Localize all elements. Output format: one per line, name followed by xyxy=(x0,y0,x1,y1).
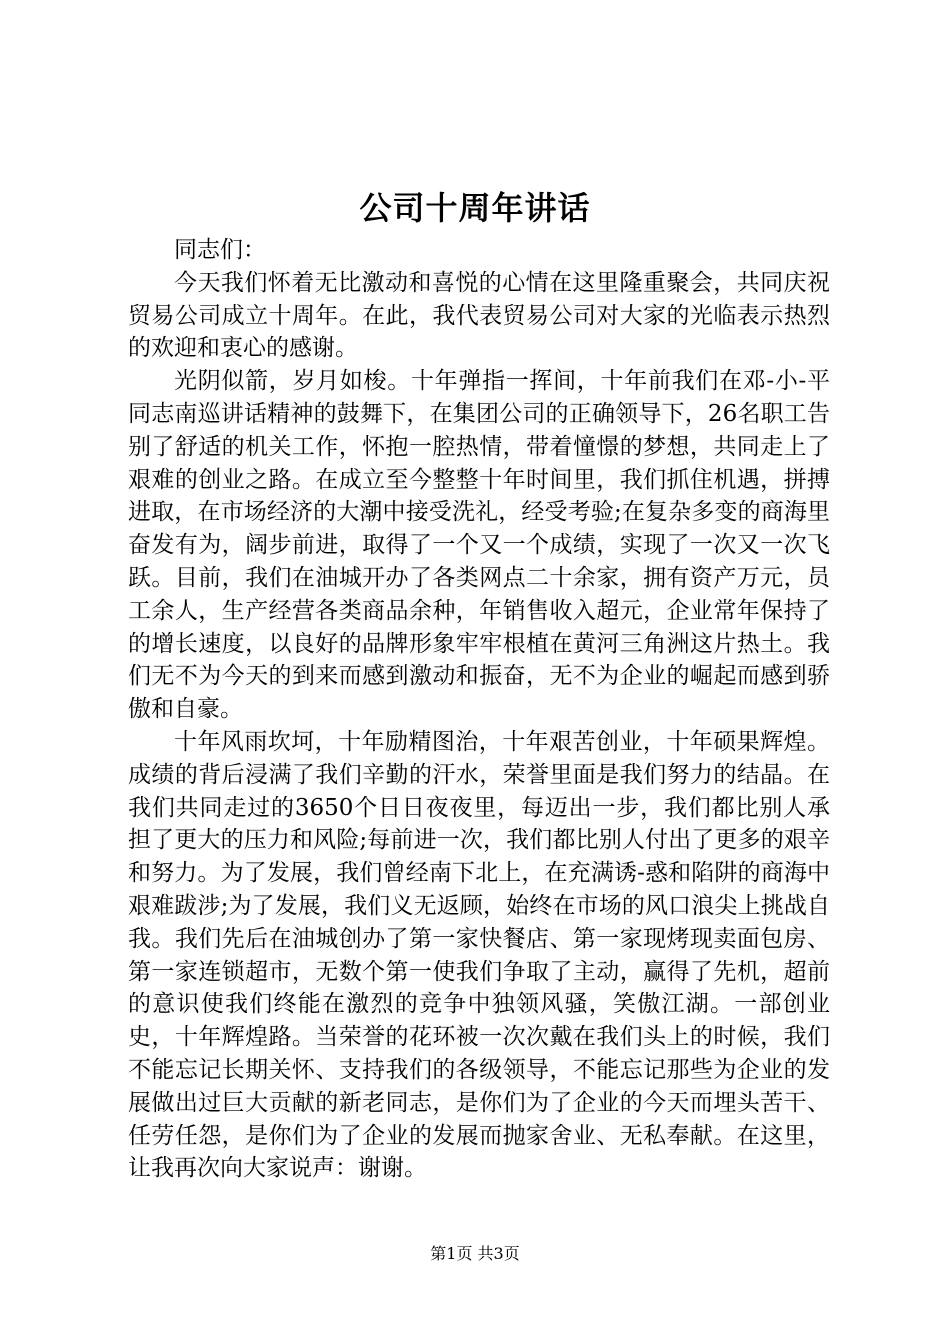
document-body xyxy=(128,234,830,1185)
page-number-footer: 第1页 共3页 xyxy=(430,1244,520,1263)
paragraph: 十年风雨坎坷，十年励精图治，十年艰苦创业，十年硕果辉煌。成绩的背后浸满了我们辛勤的汗水，荣誉里面是我们努力的结晶。在我们共同走过的3650个日日夜夜里，每迈出一步，我们都比别人承担了更大的压力和风险;每前进一次，我们都比别人付出了更多的艰辛和努力。为了发展，我们曾经南下北上，在充满诱-惑和陷阱的商海中艰难跋涉;为了发展，我们义无返顾，始终在市场的风口浪尖上挑战自我。我们先后在油城创办了第一家快餐店、第一家现烤现卖面包房、第一家连锁超市，无数个第一使我们争取了主动，赢得了先机，超前的意识使我们终能在激烈的竞争中独领风骚，笑傲江湖。一部创业史，十年辉煌路。当荣誉的花环被一次次戴在我们头上的时候，我们不能忘记长期关怀、支持我们的各级领导，不能忘记那些为企业的发展做出过巨大贡献的新老同志，是你们为了企业的今天而埋头苦干、任劳任怨，是你们为了企业的发展而抛家舍业、无私奉献。在这里，让我再次向大家说声：谢谢。 xyxy=(128,728,830,1182)
paragraph: 光阴似箭，岁月如梭。十年弹指一挥间，十年前我们在邓-小-平同志南巡讲话精神的鼓舞下，在集团公司的正确领导下，26名职工告别了舒适的机关工作，怀抱一腔热情，带着憧憬的梦想，共同走上了艰难的创业之路。在成立至今整整十年时间里，我们抓住机遇，拼搏进取，在市场经济的大潮中接受洗礼，经受考验;在复杂多变的商海里奋发有为，阔步前进，取得了一个又一个成绩，实现了一次又一次飞跃。目前，我们在油城开办了各类网点二十余家，拥有资产万元，员工余人，生产经营各类商品余种，年销售收入超元，企业常年保持了的增长速度，以良好的品牌形象牢牢根植在黄河三角洲这片热土。我们无不为今天的到来而感到激动和振奋，无不为企业的崛起而感到骄傲和自豪。 xyxy=(128,368,830,723)
document-title: 公司十周年讲话 xyxy=(359,189,591,227)
paragraph: 今天我们怀着无比激动和喜悦的心情在这里隆重聚会，共同庆祝贸易公司成立十周年。在此，我代表贸易公司对大家的光临表示热烈的欢迎和衷心的感谢。 xyxy=(128,269,830,362)
greeting: 同志们： xyxy=(174,237,266,263)
